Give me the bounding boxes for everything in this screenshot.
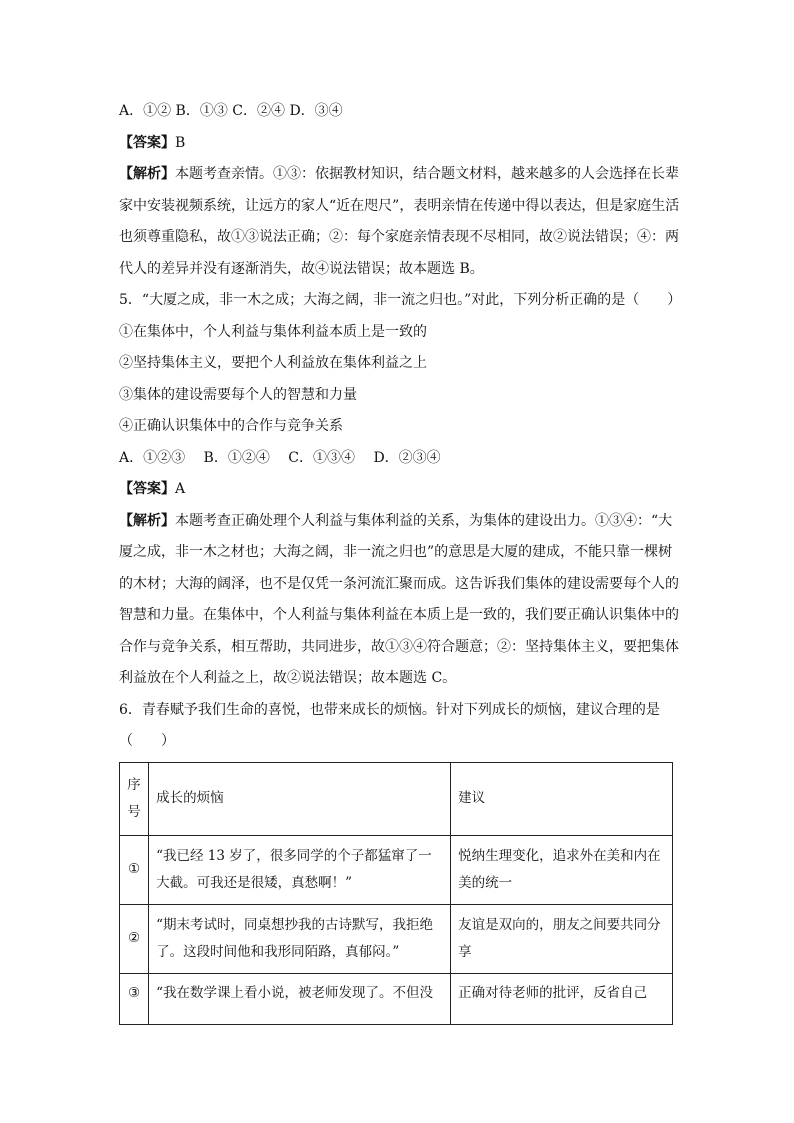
q5-stem: 5．“大厦之成，非一木之成；大海之阔，非一流之归也。”对此，下列分析正确的是（ ） [119, 292, 682, 308]
analysis-line: 也须尊重隐私，故①③说法正确；②：每个家庭亲情表现不尽相同，故②说法错误；④：两 [119, 229, 679, 245]
q5-options: A．①②③ B．①②④ C．①③④ D．②③④ [119, 449, 441, 466]
q5-answer [119, 474, 675, 506]
analysis-line: 厦之成，非一木之材也；大海之阔，非一流之归也”的意思是大厦的建成，不能只靠一棵树 [119, 544, 673, 560]
analysis-tag: 【解析】 [119, 166, 175, 182]
answer-tag: 【答案】 [119, 481, 175, 497]
row-index: ② [120, 904, 149, 973]
answer-tag: 【答案】 [119, 134, 175, 151]
growth-troubles-table [119, 762, 673, 1025]
row-index: ③ [120, 973, 149, 1024]
q4-answer [119, 128, 675, 160]
row-trouble: “我在数学课上看小说，被老师发现了。不但没 [149, 973, 451, 1024]
analysis-line: 本题考查亲情。①③：依据教材知识，结合题文材料，越来越多的人会选择在长辈 [175, 166, 679, 182]
analysis-line: 本题考查正确处理个人利益与集体利益的关系，为集体的建设出力。①③④：“大 [175, 512, 673, 529]
document-page [119, 96, 682, 1025]
q5-statement: ③集体的建设需要每个人的智慧和力量 [119, 386, 357, 403]
q5-statement: ②坚持集体主义，要把个人利益放在集体利益之上 [119, 355, 427, 371]
q5-analysis [119, 506, 679, 695]
row-trouble: “我已经 13 岁了，很多同学的个子都猛窜了一大截。可我还是很矮，真愁啊！” [149, 835, 451, 904]
answer-value: A [175, 481, 186, 497]
analysis-line: 智慧和力量。在集体中，个人利益与集体利益在本质上是一致的，我们要正确认识集体中的 [119, 607, 679, 623]
analysis-line: 的木材；大海的阔泽，也不是仅凭一条河流汇聚而成。这告诉我们集体的建设需要每个人的 [119, 575, 679, 592]
table-row [120, 835, 673, 904]
header-advice: 建议 [451, 762, 673, 835]
q6-stem-blank: （ ） [119, 733, 175, 749]
row-trouble: “期末考试时，同桌想抄我的古诗默写，我拒绝了。这段时间他和我形同陌路，真郁闷。” [149, 904, 451, 973]
q6-stem: 6．青春赋予我们生命的喜悦，也带来成长的烦恼。针对下列成长的烦恼，建议合理的是 [119, 701, 660, 718]
answer-value: B [175, 134, 186, 151]
header-index: 序号 [120, 762, 149, 835]
q5-statement: ①在集体中，个人利益与集体利益本质上是一致的 [119, 323, 427, 340]
analysis-line: 代人的差异并没有逐渐消失，故④说法错误；故本题选 B。 [119, 260, 484, 277]
table-row [120, 904, 673, 973]
analysis-line: 家中安装视频系统，让远方的家人“近在咫尺”，表明亲情在传递中得以表达，但是家庭生活 [119, 197, 680, 214]
header-trouble: 成长的烦恼 [149, 762, 451, 835]
row-advice: 悦纳生理变化，追求外在美和内在美的统一 [451, 835, 673, 904]
table-header-row [120, 762, 673, 835]
row-advice: 正确对待老师的批评，反省自己 [451, 973, 673, 1024]
row-index: ① [120, 835, 149, 904]
row-advice: 友谊是双向的，朋友之间要共同分享 [451, 904, 673, 973]
analysis-line: 利益放在个人利益之上，故②说法错误；故本题选 C。 [119, 670, 457, 686]
analysis-line: 合作与竞争关系，相互帮助，共同进步，故①③④符合题意；②：坚持集体主义，要把集体 [119, 638, 679, 655]
table-row [120, 973, 673, 1024]
analysis-tag: 【解析】 [119, 512, 175, 529]
q4-options: A．①② B．①③ C．②④ D．③④ [119, 103, 343, 119]
q4-analysis [119, 159, 680, 285]
q5-statement: ④正确认识集体中的合作与竞争关系 [119, 418, 343, 434]
